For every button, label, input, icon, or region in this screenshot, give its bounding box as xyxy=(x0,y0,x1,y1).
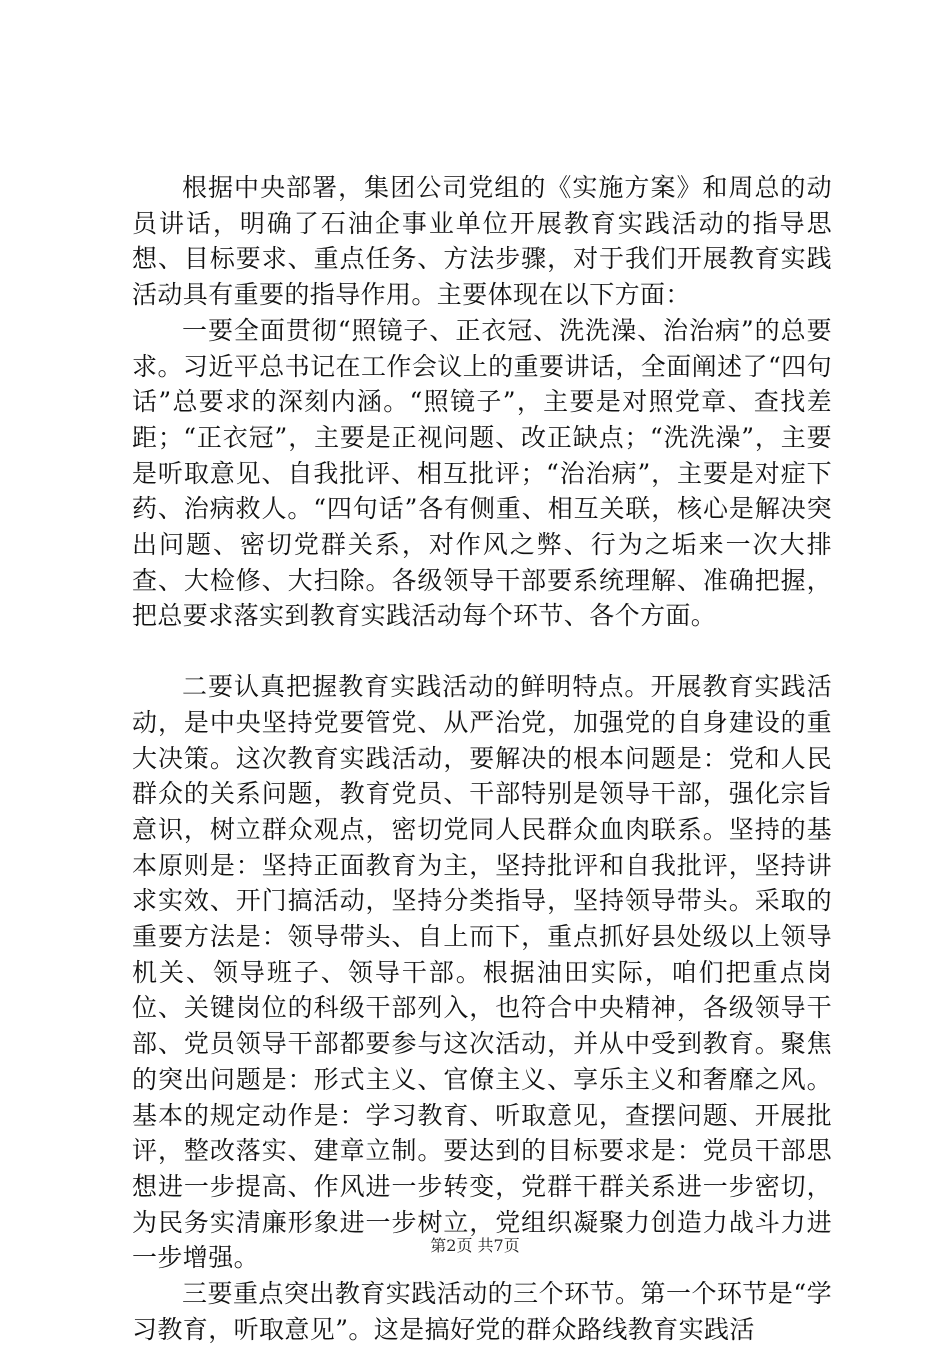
paragraph-point-one: 一要全面贯彻“照镜子、正衣冠、洗洗澡、治治病”的总要求。习近平总书记在工作会议上的重要讲话，全面阐述了“四句话”总要求的深刻内涵。“照镜子”，主要是对照党章、查找差距；“正衣冠”，主要是正视问题、改正缺点；“洗洗澡”，主要是听取意见、自我批评、相互批评；“治治病”，主要是对症下药、治病救人。“四句话”各有侧重、相互关联，核心是解决突出问题、密切党群关系，对作风之弊、行为之垢来一次大排查、大检修、大扫除。各级领导干部要系统理解、准确把握，把总要求落实到教育实践活动每个环节、各个方面。 xyxy=(132,315,832,631)
paragraph-intro: 根据中央部署，集团公司党组的《实施方案》和周总的动员讲话，明确了石油企事业单位开展教育实践活动的指导思想、目标要求、重点任务、方法步骤，对于我们开展教育实践活动具有重要的指导作用。主要体现在以下方面： xyxy=(132,173,832,310)
paragraph-point-two: 二要认真把握教育实践活动的鲜明特点。开展教育实践活动，是中央坚持党要管党、从严治党，加强党的自身建设的重大决策。这次教育实践活动，要解决的根本问题是：党和人民群众的关系问题，教育党员、干部特别是领导干部，强化宗旨意识，树立群众观点，密切党同人民群众血肉联系。坚持的基本原则是：坚持正面教育为主，坚持批评和自我批评，坚持讲求实效、开门搞活动，坚持分类指导，坚持领导带头。采取的重要方法是：领导带头、自上而下，重点抓好县处级以上领导机关、领导班子、领导干部。根据油田实际，咱们把重点岗位、关键岗位的科级干部列入，也符合中央精神，各级领导干部、党员领导干部都要参与这次活动，并从中受到教育。聚焦的突出问题是：形式主义、官僚主义、享乐主义和奢靡之风。基本的规定动作是：学习教育、听取意见，查摆问题、开展批评，整改落实、建章立制。要达到的目标要求是：党员干部思想进一步提高、作风进一步转变，党群干群关系进一步密切，为民务实清廉形象进一步树立，党组织凝聚力创造力战斗力进一步增强。 xyxy=(132,672,832,1273)
document-body xyxy=(132,170,832,1348)
page-number-footer: 第2页 共7页 xyxy=(430,1236,520,1255)
paragraph-point-three: 三要重点突出教育实践活动的三个环节。第一个环节是“学习教育，听取意见”。这是搞好党的群众路线教育实践活 xyxy=(132,1279,832,1344)
